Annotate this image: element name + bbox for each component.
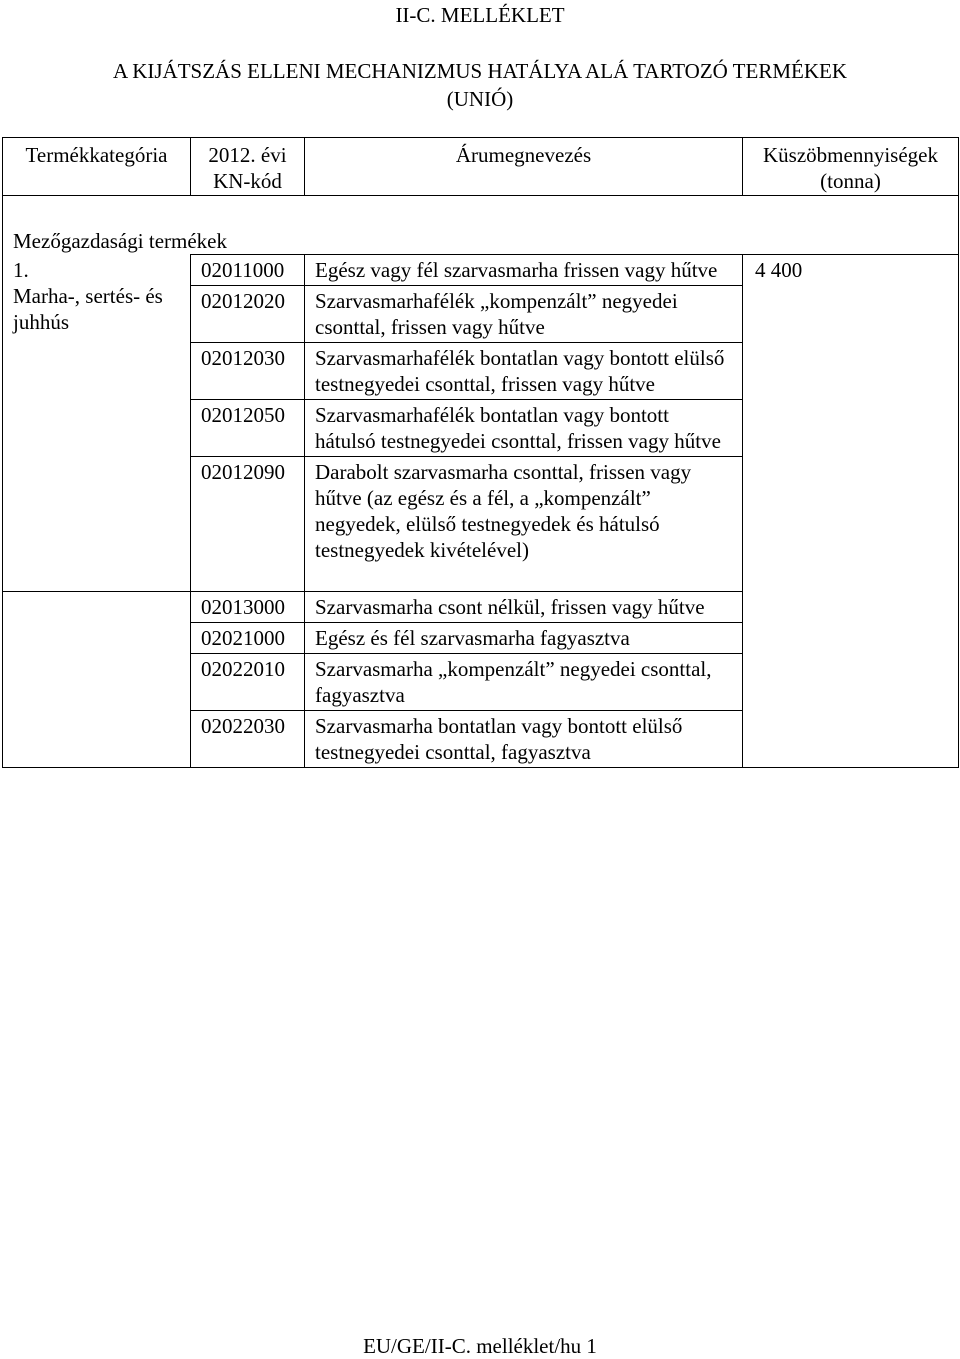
- heading-line-2: (UNIÓ): [446, 87, 514, 111]
- product-description: Szarvasmarha bontatlan vagy bontott elülső testnegyedei csonttal, fagyasztva: [305, 711, 743, 768]
- product-description: Darabolt szarvasmarha csonttal, frissen vagy hűtve (az egész és a fél, a „kompenzált” negyedek, elülső testnegyedek és hátulsó testnegyedek kivételével): [305, 457, 743, 592]
- section-label: Mezőgazdasági termékek: [3, 196, 959, 255]
- products-table: [2, 137, 959, 768]
- product-description: Szarvasmarhafélék bontatlan vagy bontott hátulsó testnegyedei csonttal, frissen vagy hűtve: [305, 400, 743, 457]
- product-description: Szarvasmarhafélék bontatlan vagy bontott elülső testnegyedei csonttal, frissen vagy hűtve: [305, 343, 743, 400]
- header-code-line-2: KN-kód: [213, 169, 282, 193]
- header-code-line-1: 2012. évi: [208, 143, 287, 167]
- cn-code: 02011000: [191, 255, 305, 286]
- document-heading: [30, 57, 930, 113]
- cn-code: 02012030: [191, 343, 305, 400]
- annex-title: II-C. MELLÉKLET: [395, 3, 565, 27]
- category-cell: [3, 255, 191, 592]
- header-threshold-line-2: (tonna): [820, 169, 881, 193]
- category-name: Marha-, sertés- és juhhús: [13, 283, 163, 334]
- header-description: Árumegnevezés: [305, 138, 743, 196]
- product-description: Szarvasmarha csont nélkül, frissen vagy hűtve: [305, 592, 743, 623]
- cn-code: 02012050: [191, 400, 305, 457]
- header-category: Termékkategória: [3, 138, 191, 196]
- product-description: Szarvasmarhafélék „kompenzált” negyedei csonttal, frissen vagy hűtve: [305, 286, 743, 343]
- cn-code: 02012020: [191, 286, 305, 343]
- header-code: [191, 138, 305, 196]
- product-description: Szarvasmarha „kompenzált” negyedei csonttal, fagyasztva: [305, 654, 743, 711]
- cn-code: 02021000: [191, 623, 305, 654]
- header-threshold: [743, 138, 959, 196]
- category-cell-continued: [3, 592, 191, 768]
- product-description: Egész és fél szarvasmarha fagyasztva: [305, 623, 743, 654]
- heading-line-1: A KIJÁTSZÁS ELLENI MECHANIZMUS HATÁLYA ALÁ TARTOZÓ TERMÉKEK: [112, 59, 848, 83]
- category-number: 1.: [13, 257, 29, 282]
- cn-code: 02022010: [191, 654, 305, 711]
- table-row: [3, 255, 959, 286]
- page-footer: EU/GE/II-C. melléklet/hu 1: [363, 1334, 597, 1358]
- header-threshold-line-1: Küszöbmennyiségek: [763, 143, 938, 167]
- table-header-row: [3, 138, 959, 196]
- cn-code: 02013000: [191, 592, 305, 623]
- section-row: [3, 196, 959, 255]
- product-description: Egész vagy fél szarvasmarha frissen vagy hűtve: [305, 255, 743, 286]
- cn-code: 02022030: [191, 711, 305, 768]
- threshold-value: 4 400: [743, 255, 959, 768]
- cn-code: 02012090: [191, 457, 305, 592]
